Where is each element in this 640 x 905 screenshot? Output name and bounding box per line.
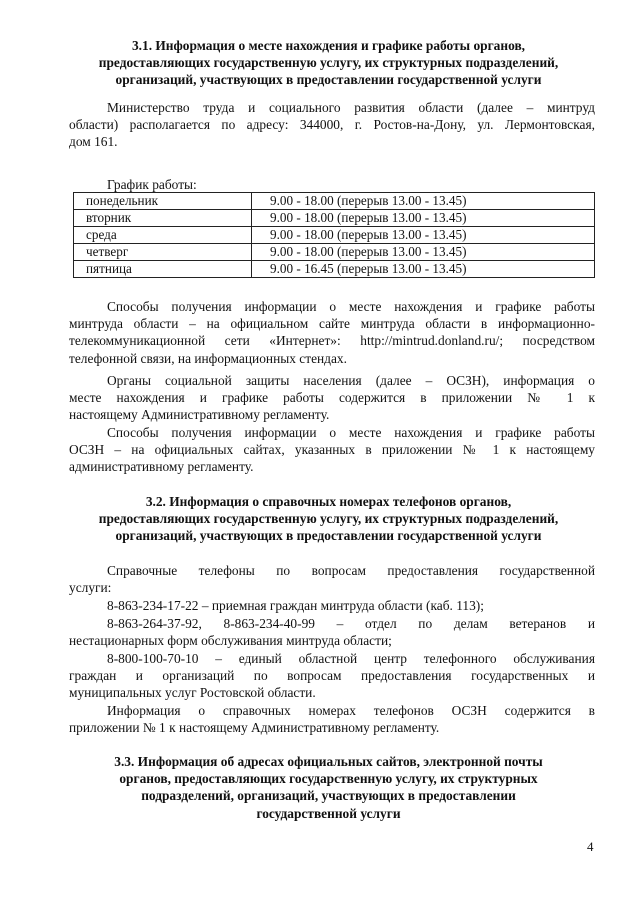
methods-paragraph (69, 298, 595, 367)
text-line: 8-863-264-37-92, 8-863-234-40-99 – отдел по делам ветеранов и (107, 616, 595, 631)
page-number: 4 (587, 839, 594, 854)
hours-cell: 9.00 - 18.00 (перерыв 13.00 - 13.45) (252, 244, 595, 261)
heading-line: организаций, участвующих в предоставлении государственной услуги (115, 528, 542, 544)
text-line: области) располагается по адресу: 344000, г. Ростов-на-Дону, ул. Лермонтовская, (69, 117, 595, 133)
text-line: настоящему Административному регламенту. (69, 407, 330, 423)
heading-line: предоставляющих государственную услугу, их структурных подразделений, (98, 55, 559, 71)
text-line: нестационарных форм обслуживания минтруда области; (69, 633, 392, 649)
text-line: муниципальных услуг Ростовской области. (69, 685, 316, 701)
text-line: Справочные телефоны по вопросам предоставления государственной (107, 563, 595, 578)
address-paragraph (69, 99, 595, 151)
heading-line: 3.2. Информация о справочных номерах телефонов органов, (145, 494, 512, 509)
text-line: телекоммуникационной сети «Интернет»: http://mintrud.donland.ru/; посредством (69, 333, 595, 349)
hours-cell: 9.00 - 18.00 (перерыв 13.00 - 13.45) (252, 210, 595, 227)
heading-line: государственной услуги (256, 805, 401, 821)
text-line: дом 161. (69, 134, 118, 150)
schedule-label-block (69, 176, 595, 193)
table-row (74, 244, 595, 261)
table-row (74, 227, 595, 244)
day-cell: среда (74, 227, 252, 244)
phone-regional-center (69, 650, 595, 702)
day-cell: понедельник (74, 193, 252, 210)
table-row (74, 210, 595, 227)
text-line: Способы получения информации о месте нахождения и графике работы (107, 299, 595, 314)
heading-line: 3.1. Информация о месте нахождения и графике работы органов, (131, 38, 526, 53)
oszn-phones-paragraph (69, 702, 595, 736)
day-cell: вторник (74, 210, 252, 227)
oszn-methods-paragraph (69, 424, 595, 476)
text-line: ОСЗН – на официальных сайтах, указанных в приложении № 1 к настоящему (69, 442, 595, 458)
hours-cell: 9.00 - 18.00 (перерыв 13.00 - 13.45) (252, 193, 595, 210)
heading-line: органов, предоставляющих государственную услугу, их структурных (119, 771, 538, 787)
phone-reception (69, 597, 595, 614)
text-line: Способы получения информации о месте нахождения и графике работы (107, 425, 595, 440)
text-line: минтруда области – на официальном сайте минтруда области в информационно- (69, 316, 595, 332)
text-line: граждан и организаций по вопросам предоставления государственных и (69, 668, 595, 684)
text-line: 8-863-234-17-22 – приемная граждан минтруда области (каб. 113); (107, 598, 484, 613)
heading-line: организаций, участвующих в предоставлении государственной услуги (115, 72, 542, 88)
section-3-3-heading (60, 753, 597, 822)
schedule-label: График работы: (107, 177, 197, 192)
table-row (74, 261, 595, 278)
day-cell: четверг (74, 244, 252, 261)
hours-cell: 9.00 - 18.00 (перерыв 13.00 - 13.45) (252, 227, 595, 244)
text-line: месте нахождения и графике работы содержится в приложении № 1 к (69, 390, 595, 406)
text-line: приложении № 1 к настоящему Административному регламенту. (69, 720, 440, 736)
text-line: Министерство труда и социального развития области (далее – минтруд (107, 100, 595, 115)
phones-intro (69, 562, 595, 596)
schedule-table (73, 192, 595, 278)
text-line: Информация о справочных номерах телефонов ОСЗН содержится в (107, 703, 595, 718)
text-line: административному регламенту. (69, 459, 254, 475)
heading-line: подразделений, организаций, участвующих в предоставлении (141, 788, 516, 804)
text-line: Органы социальной защиты населения (далее – ОСЗН), информация о (107, 373, 595, 388)
text-line: 8-800-100-70-10 – единый областной центр телефонного обслуживания (107, 651, 595, 666)
oszn-paragraph (69, 372, 595, 424)
text-line: услуги: (69, 580, 112, 596)
table-row (74, 193, 595, 210)
text-line: телефонной связи, на информационных стендах. (69, 350, 347, 366)
hours-cell: 9.00 - 16.45 (перерыв 13.00 - 13.45) (252, 261, 595, 278)
day-cell: пятница (74, 261, 252, 278)
section-3-1-heading (60, 37, 597, 89)
heading-line: предоставляющих государственную услугу, их структурных подразделений, (98, 511, 559, 527)
heading-line: 3.3. Информация об адресах официальных сайтов, электронной почты (114, 754, 543, 769)
section-3-2-heading (60, 493, 597, 545)
phone-veterans-dept (69, 615, 595, 649)
